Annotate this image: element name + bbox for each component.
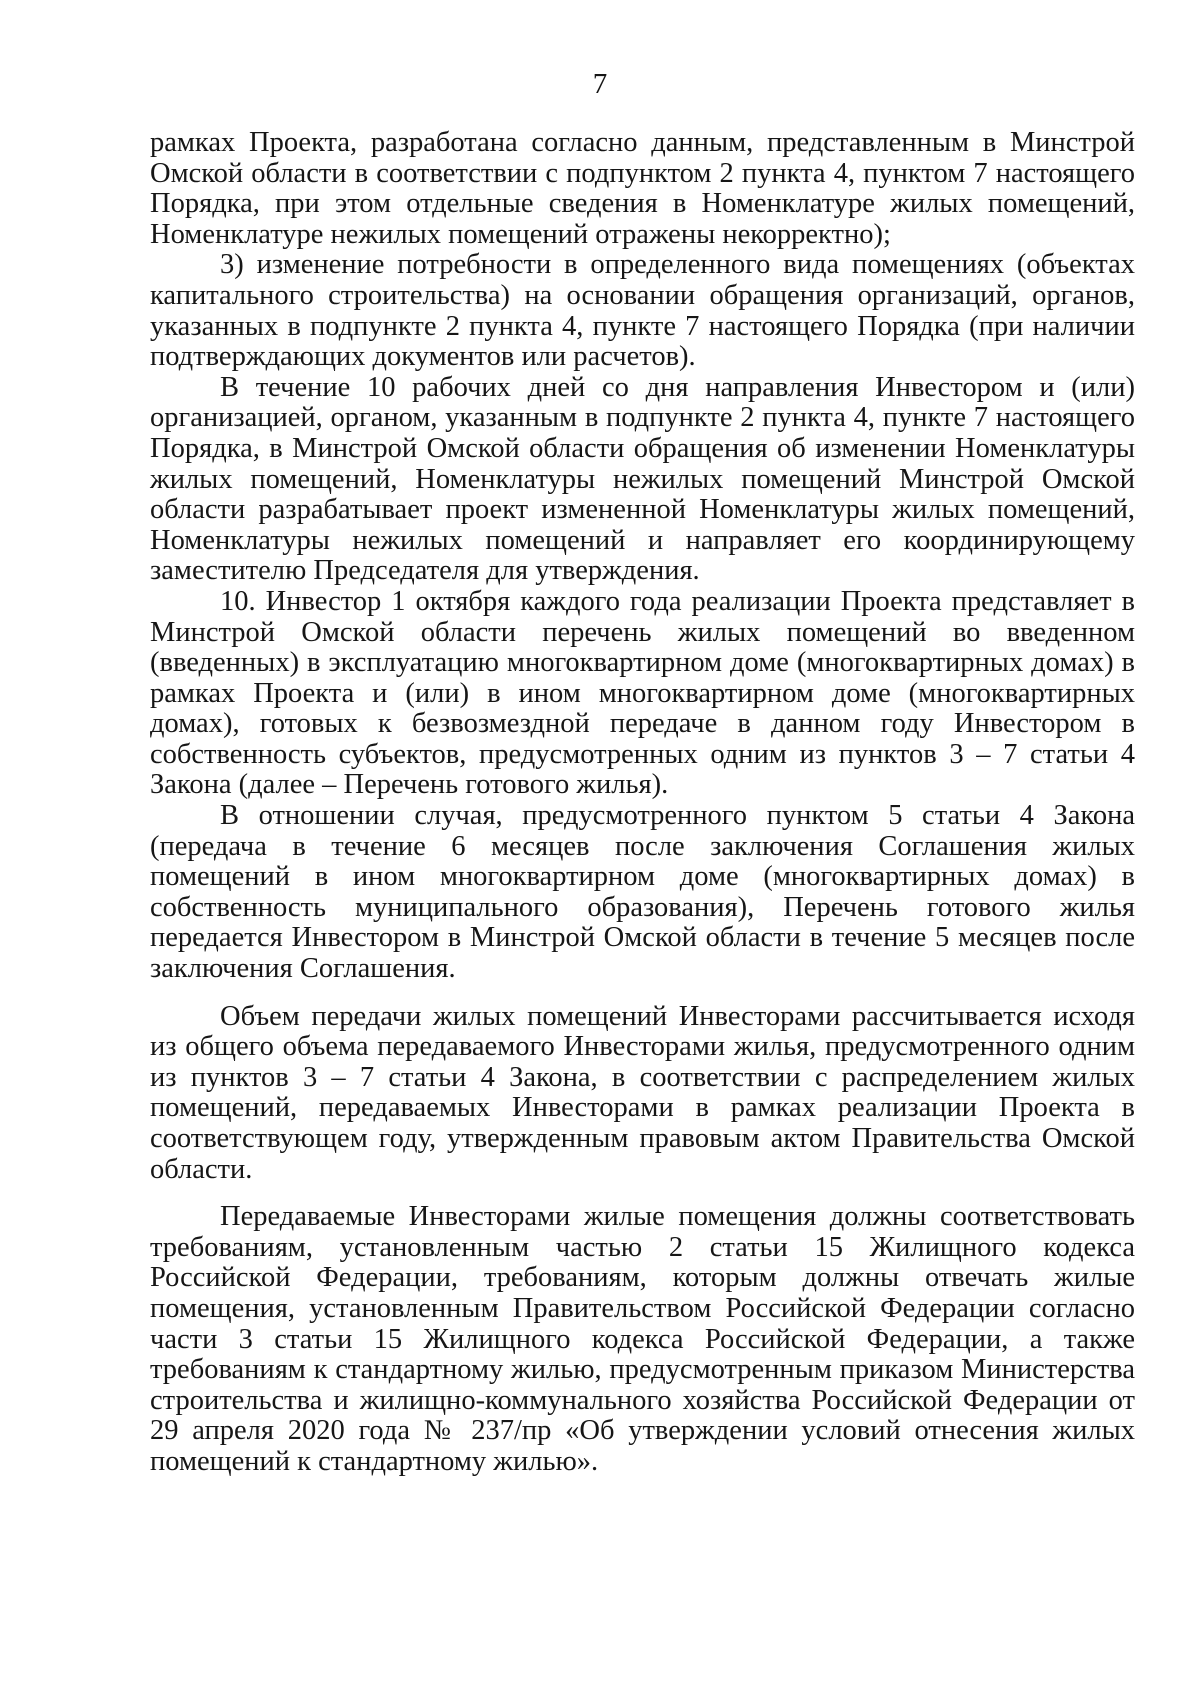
paragraph-continuation: рамках Проекта, разработана согласно данным, представленным в Минстрой Омской области в соответствии с подпунктом 2 пункта 4, пунктом 7 настоящего Порядка, при этом отдельные сведения в Номенклатуре жилых помещений, Номенклатуре нежилых помещений отражены некорректно); bbox=[150, 127, 1135, 250]
page-number: 7 bbox=[592, 68, 608, 100]
paragraph-item-10: 10. Инвестор 1 октября каждого года реализации Проекта представляет в Минстрой Омской области перечень жилых помещений во введенном (введенных) в эксплуатацию многоквартирном доме (многоквартирных домах) в рамках Проекта и (или) в ином многоквартирном доме (многоквартирных домах), готовых к безвозмездной передаче в данном году Инвестором в собственность субъектов, предусмотренных одним из пунктов 3 – 7 статьи 4 Закона (далее – Перечень готового жилья). bbox=[150, 585, 1135, 801]
paragraph-municipal-case: В отношении случая, предусмотренного пунктом 5 статьи 4 Закона (передача в течение 6 месяцев после заключения Соглашения жилых помещений в ином многоквартирном доме (многоквартирных домах) в собственность муниципального образования), Перечень готового жилья передается Инвестором в Минстрой Омской области в течение 5 месяцев после заключения Соглашения. bbox=[150, 800, 1135, 985]
paragraph-requirements: Передаваемые Инвесторами жилые помещения должны соответствовать требованиям, установленным частью 2 статьи 15 Жилищного кодекса Российской Федерации, требованиям, которым должны отвечать жилые помещения, установленным Правительством Российской Федерации согласно части 3 статьи 15 Жилищного кодекса Российской Федерации, а также требованиям к стандартному жилью, предусмотренным приказом Министерства строительства и жилищно-коммунального хозяйства Российской Федерации от 29 апреля 2020 года № 237/пр «Об утверждении условий отнесения жилых помещений к стандартному жилью». bbox=[150, 1201, 1135, 1477]
paragraph-transfer-volume: Объем передачи жилых помещений Инвесторами рассчитывается исходя из общего объема передаваемого Инвесторами жилья, предусмотренного одним из пунктов 3 – 7 статьи 4 Закона, в соответствии с распределением жилых помещений, передаваемых Инвесторами в рамках реализации Проекта в соответствующем году, утвержденным правовым актом Правительства Омской области. bbox=[150, 1000, 1135, 1185]
paragraph-subitem-3: 3) изменение потребности в определенного вида помещениях (объектах капитального строительства) на основании обращения организаций, органов, указанных в подпункте 2 пункта 4, пункте 7 настоящего Порядка (при наличии подтверждающих документов или расчетов). bbox=[150, 249, 1135, 373]
paragraph-nomenclature-change: В течение 10 рабочих дней со дня направления Инвестором и (или) организацией, органом, указанным в подпункте 2 пункта 4, пункте 7 настоящего Порядка, в Минстрой Омской области обращения об изменении Номенклатуры жилых помещений, Номенклатуры нежилых помещений Минстрой Омской области разрабатывает проект измененной Номенклатуры жилых помещений, Номенклатуры нежилых помещений и направляет его координирующему заместителю Председателя для утверждения. bbox=[150, 371, 1135, 587]
document-body bbox=[150, 128, 1135, 1478]
